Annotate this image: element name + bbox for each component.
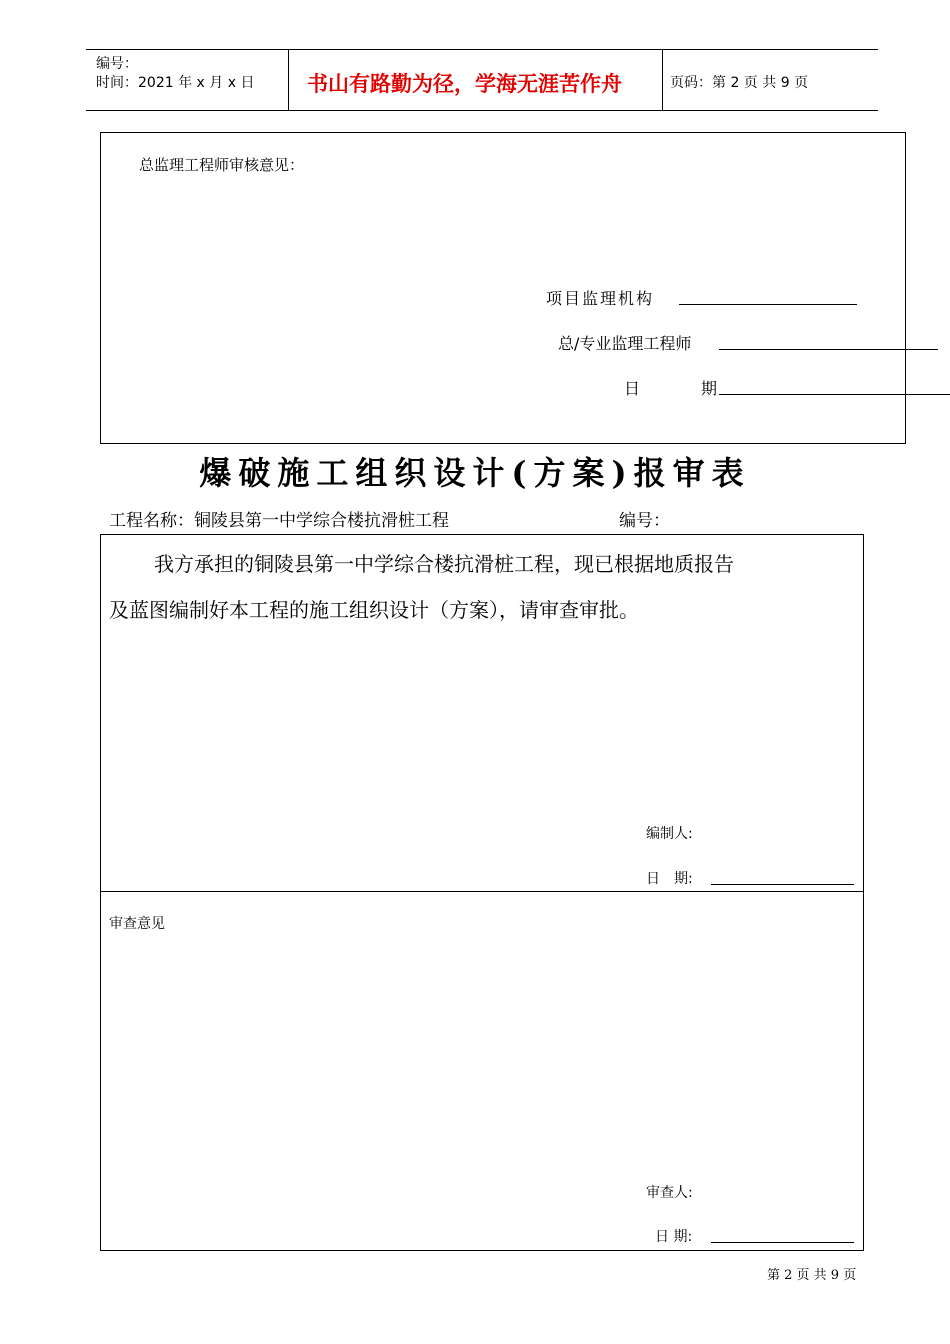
- preparer-label: 编制人:: [646, 826, 693, 842]
- statement-line-2: 及蓝图编制好本工程的施工组织设计（方案），请审查审批。: [109, 598, 639, 622]
- supervisor-opinion-box: [100, 132, 906, 444]
- reviewer-label: 审查人:: [646, 1185, 693, 1201]
- project-name-label: 工程名称：铜陵县第一中学综合楼抗滑桩工程: [109, 511, 449, 531]
- form-title: 爆破施工组织设计(方案)报审表: [199, 454, 751, 492]
- header-time-label: 时间：2021 年 x 月 x 日: [96, 75, 255, 91]
- supervisor-date-label-b: 期: [701, 379, 718, 398]
- form-number-label: 编号：: [619, 511, 670, 531]
- preparation-date-label: 日 期:: [646, 871, 693, 887]
- supervision-org-label: 项目监理机构: [546, 289, 655, 308]
- supervision-org-field[interactable]: [679, 304, 857, 305]
- header-motto: 书山有路勤为径，学海无涯苦作舟: [307, 72, 622, 96]
- header-number-label: 编号：: [96, 56, 138, 72]
- header-page-label: 页码：第 2 页 共 9 页: [670, 75, 809, 91]
- review-opinion-label: 审查意见: [109, 916, 165, 932]
- supervisor-date-field[interactable]: [719, 394, 950, 395]
- preparation-date-field[interactable]: [711, 884, 854, 885]
- review-date-label: 日 期:: [655, 1229, 693, 1245]
- application-box: [100, 534, 864, 1251]
- page-footer: 第 2 页 共 9 页: [767, 1268, 857, 1283]
- supervisor-date-label-a: 日: [624, 379, 641, 398]
- statement-line-1: 我方承担的铜陵县第一中学综合楼抗滑桩工程，现已根据地质报告: [154, 552, 734, 576]
- supervisor-opinion-label: 总监理工程师审核意见：: [139, 156, 305, 174]
- supervising-engineer-label: 总/专业监理工程师: [558, 334, 692, 353]
- review-date-field[interactable]: [711, 1242, 854, 1243]
- supervising-engineer-field[interactable]: [719, 349, 938, 350]
